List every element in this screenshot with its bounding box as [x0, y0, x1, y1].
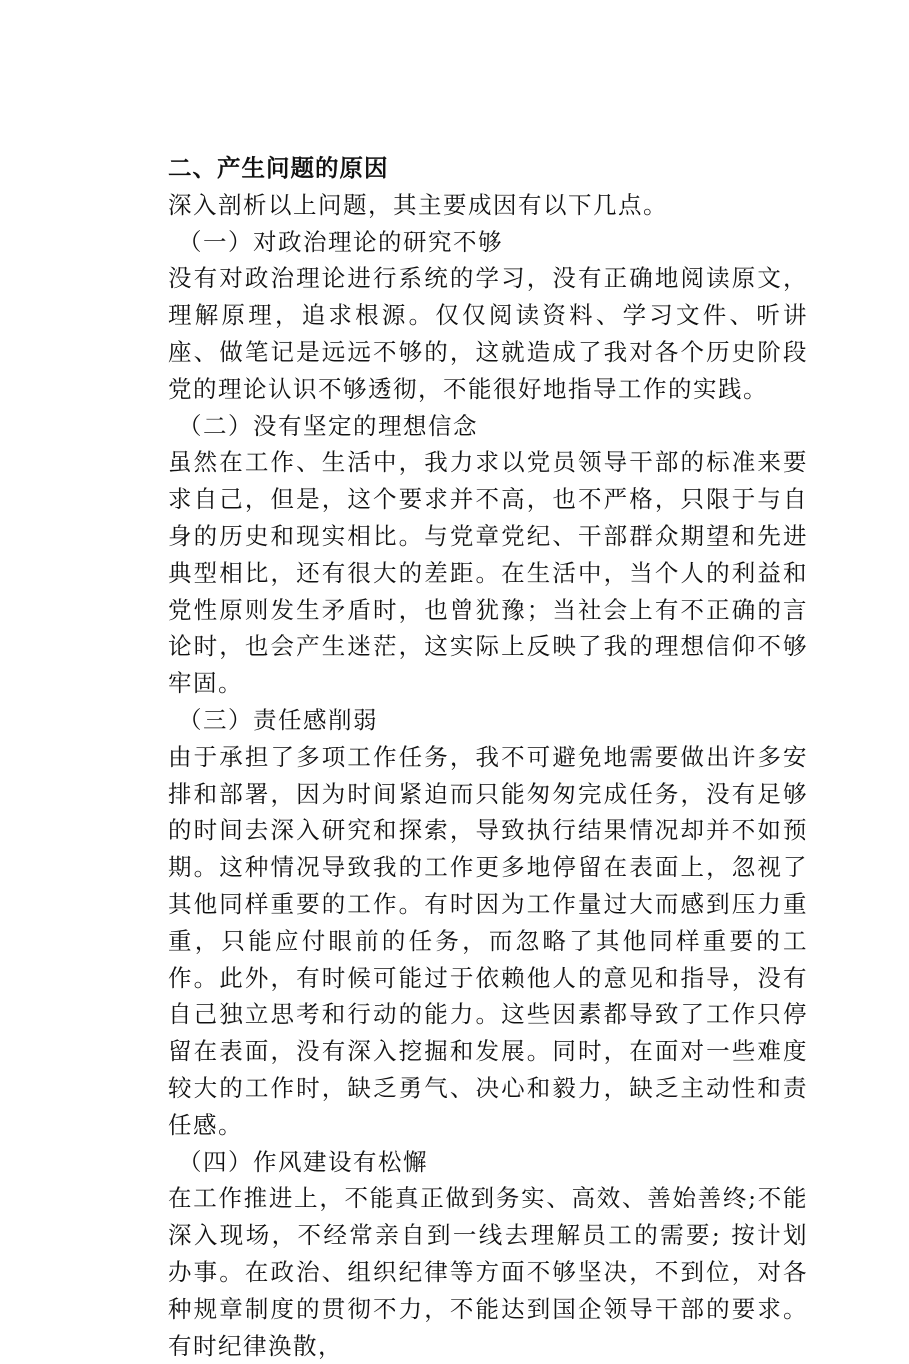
- document-body: [168, 150, 808, 1364]
- subsection-paragraph-2: [168, 444, 808, 702]
- paragraph-text: 在工作推进上，不能真正做到务实、高效、善始善终;不能深入现场，不经常亲自到一线去理解员工的需要; 按计划办事。在政治、组织纪律等方面不够坚决，不到位，对各种规章制度的贯彻不力，不能达到国企领导干部的要求。有时纪律涣散，: [168, 1184, 808, 1360]
- subsection-paragraph-1: [168, 260, 808, 407]
- subsection-title-4: （四）作风建设有松懈: [178, 1147, 428, 1176]
- paragraph-text: 由于承担了多项工作任务，我不可避免地需要做出许多安排和部署，因为时间紧迫而只能匆匆完成任务，没有足够的时间去深入研究和探索，导致执行结果情况却并不如预期。这种情况导致我的工作更多地停留在表面上，忽视了其他同样重要的工作。有时因为工作量过大而感到压力重重，只能应付眼前的任务，而忽略了其他同样重要的工作。此外，有时候可能过于依赖他人的意见和指导，没有自己独立思考和行动的能力。这些因素都导致了工作只停留在表面，没有深入挖掘和发展。同时，在面对一些难度较大的工作时，缺乏勇气、决心和毅力，缺乏主动性和责任感。: [168, 742, 808, 1139]
- paragraph-text: 没有对政治理论进行系统的学习，没有正确地阅读原文，理解原理，追求根源。仅仅阅读资料、学习文件、听讲座、做笔记是远远不够的，这就造成了我对各个历史阶段党的理论认识不够透彻，不能很好地指导工作的实践。: [168, 264, 808, 403]
- subsection-paragraph-3: [168, 739, 808, 1144]
- subsection-title-2: （二）没有坚定的理想信念: [178, 411, 478, 440]
- subsection-title-1: （一）对政治理论的研究不够: [178, 227, 503, 256]
- subsection-title-3: （三）责任感削弱: [178, 705, 378, 734]
- subsection-paragraph-4: [168, 1180, 808, 1364]
- paragraph-text: 虽然在工作、生活中，我力求以党员领导干部的标准来要求自己，但是，这个要求并不高，也不严格，只限于与自身的历史和现实相比。与党章党纪、干部群众期望和先进典型相比，还有很大的差距。在生活中，当个人的利益和党性原则发生矛盾时，也曾犹豫；当社会上有不正确的言论时，也会产生迷茫，这实际上反映了我的理想信仰不够牢固。: [168, 448, 808, 698]
- section-heading: 二、产生问题的原因: [168, 154, 389, 182]
- intro-paragraph: 深入剖析以上问题，其主要成因有以下几点。: [168, 190, 668, 219]
